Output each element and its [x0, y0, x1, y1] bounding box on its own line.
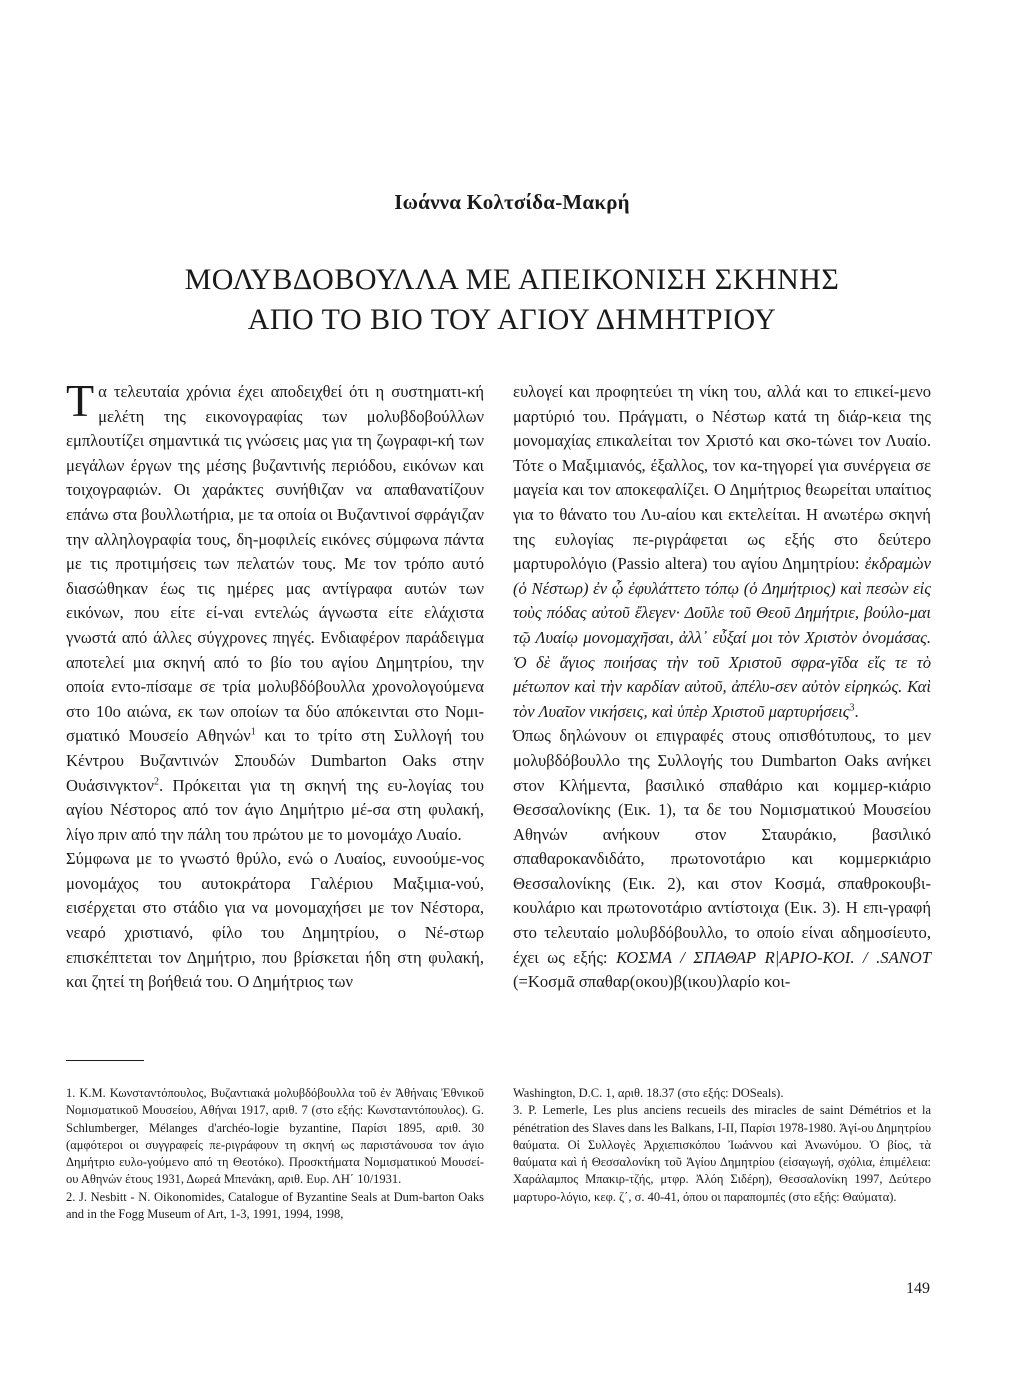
footnote-ref[interactable]: 2 — [153, 775, 159, 787]
paragraph: Σύμφωνα με το γνωστό θρύλο, ενώ ο Λυαίος, ευνοούμε-νος μονομάχος του αυτοκράτορα Γαλέριου Μαξιμια-νού, εισέρχεται στο στάδιο για να μονομαχήσει με τον Νέστορα, νεαρό χριστιανό, φίλο του Δημητρίου, ο Νέ-στωρ επισκέπτεται τον Δημήτριο, που βρίσκεται ήδη στη φυλακή, και ζητεί τη βοήθειά του. Ο Δημήτριος των — [66, 849, 484, 992]
greek-quotation: ἐκδραμὼν (ὁ Νέστωρ) ἐν ᾧ ἐφυλάττετο τόπῳ (ὁ Δημήτριος) καὶ πεσὼν εἰς τοὺς πόδας αὐτοῦ ἔλεγεν· Δοῦλε τοῦ Θεοῦ Δημήτριε, βούλο-μαι τῷ Λυαίῳ μονομαχῆσαι, ἀλλ᾿ εὖξαί μοι τὸν Χριστὸν ὀνομάσας. Ὁ δὲ ἅγιος ποιήσας τὴν τοῦ Χριστοῦ σφρα-γῖδα εἴς τε τὸ μέτωπον καὶ τὴν καρδίαν αὐτοῦ, ἀπέλυ-σεν αὐτὸν εἰρηκώς. Καὶ τὸν Λυαῖον νικήσεις, καὶ ὑπὲρ Χριστοῦ μαρτυρήσεις — [513, 554, 931, 721]
paragraph-text: και το τρίτο στη Συλλογή του Κέντρου Βυζαντινών Σπουδών Dumbarton Oaks στην Ουάσινγκτον — [66, 726, 484, 795]
article-title — [0, 260, 1024, 340]
paragraph — [66, 375, 484, 847]
title-line-1: ΜΟΛΥΒΔΟΒΟΥΛΛΑ ΜΕ ΑΠΕΙΚΟΝΙΣΗ ΣΚΗΝΗΣ — [184, 263, 840, 296]
footnote-divider — [66, 1060, 144, 1061]
paragraph-text: (=Κοσμᾶ σπαθαρ(οκου)β(ικου)λαρίο κοι- — [513, 972, 791, 992]
paragraph — [513, 724, 931, 995]
footnote-ref[interactable]: 1 — [250, 726, 256, 738]
paragraph — [513, 380, 931, 724]
body-column-left — [66, 375, 484, 995]
footnote: 2. J. Nesbitt - N. Oikonomides, Catalogue of Byzantine Seals at Dum-barton Oaks and in the Fogg Museum of Art, 1-3, 1991, 1994, 1998, — [66, 1189, 484, 1222]
paragraph-text: Όπως δηλώνουν οι επιγραφές στους οπισθότυπους, το μεν μολυβδόβουλλο της Συλλογής του Dumbarton Oaks ανήκει στον Κλήμεντα, βασιλικό σπαθάριο και κομμερ-κιάριο Θεσσαλονίκης (Εικ. 1), τα δε του Νομισματικού Μουσείου Αθηνών ανήκουν στον Σταυράκιο, βασιλικό σπαθαροκανδιδάτο, πρωτονοτάριο και κομμερκιάριο Θεσσαλονίκης (Εικ. 2), και στον Κοσμά, σπαθροκουβι-κουλάριο και πρωτονοτάριο αντίστοιχα (Εικ. 3). Η επι-γραφή στο τελευταίο μολυβδόβουλλο, το οποίο είναι αδημοσίευτο, έχει ως εξής: — [513, 726, 931, 967]
paragraph-text: ευλογεί και προφητεύει τη νίκη του, αλλά και το επικεί-μενο μαρτύριό του. Πράγματι, ο Νέστωρ κατά τη διάρ-κεια της μονομαχίας επικαλείται τον Χριστό και σκο-τώνει τον Λυαίο. Τότε ο Μαξιμιανός, έξαλλος, τον κα-τηγορεί για συνέργεια σε μαγεία και τον αποκεφαλίζει. Ο Δημήτριος θεωρείται υπαίτιος για το θάνατο του Λυ-αίου και εκτελείται. Η ανωτέρω σκηνή της ευλογίας πε-ριγράφεται ως εξής στο δεύτερο μαρτυρολόγιο (Passio altera) του αγίου Δημητρίου: — [513, 382, 931, 574]
footnotes-left — [66, 1085, 484, 1223]
footnote: Washington, D.C. 1, αριθ. 18.37 (στο εξής: DOSeals). — [513, 1086, 784, 1100]
page-number: 149 — [906, 1280, 930, 1297]
footnote: 3. P. Lemerle, Les plus anciens recueils des miracles de saint Démétrios et la pénétration des Slaves dans les Balkans, I-II, Παρίσι 1978-1980. Ἁγί-ου Δημητρίου θαύματα. Οἱ Συλλογὲς Ἀρχιεπισκόπου Ἰωάννου καὶ Ἀνωνύμου. Ὁ βίος, τὰ θαύματα καὶ ἡ Θεσσαλονίκη τοῦ Ἁγίου Δημητρίου (εἰσαγωγή, σχόλια, ἐπιμέλεια: Χαράλαμπος Μπακιρ-τζής, μτφρ. Ἀλόη Σιδέρη), Θεσσαλονίκη 1997, Δεύτερο μαρτυρο-λόγιο, κεφ. ζ΄, σ. 40-41, όπου οι παραπομπές (στο εξής: Θαύματα). — [513, 1103, 932, 1204]
drop-cap: Τ — [66, 375, 95, 426]
footnotes-right — [513, 1085, 931, 1206]
footnote-ref[interactable]: 3 — [849, 702, 855, 714]
paragraph-text: . Πρόκειται για τη σκηνή της ευ-λογίας του αγίου Νέστορος από τον άγιο Δημήτριο μέ-σα στη φυλακή, λίγο πριν από την πάλη του πρώτου με το μονομάχο Λυαίο. — [66, 775, 484, 844]
author-name: Ιωάννα Κολτσίδα-Μακρή — [394, 190, 630, 214]
body-column-right — [513, 380, 931, 995]
seal-inscription: ΚΟΣΜΑ / ΣΠΑΘΑΡ R|ΑΡΙΟ-ΚΟΙ. / .SANOT — [616, 947, 931, 967]
footnote: 1. Κ.Μ. Κωνσταντόπουλος, Βυζαντιακά μολυβδόβουλλα τοῦ ἐν Ἀθήναις Ἐθνικοῦ Νομισματικοῦ Μουσείου, Αθήναι 1917, αριθ. 7 (στο εξής: Κωνσταντόπουλος). G. Schlumberger, Mélanges d'archéo-logie byzantine, Παρίσι 1895, αριθ. 30 (αμφότεροι οι συγγραφείς πε-ριγράφουν τη σκηνή ως παριστάνουσα τον άγιο Δημήτριο ευλο-γούμενο από τη Θεοτόκο). Προσκτήματα Νομισματικού Μουσεί-ου Αθηνών έτους 1931, Δωρεά Μπενάκη, αριθ. Ευρ. ΛΗ΄ 10/1931. — [66, 1086, 484, 1187]
title-line-2: ΑΠΟ ΤΟ ΒΙΟ ΤΟΥ ΑΓΙΟΥ ΔΗΜΗΤΡΙΟΥ — [247, 303, 777, 336]
paragraph-text: . — [854, 701, 859, 721]
paragraph-text: α τελευταία χρόνια έχει αποδειχθεί ότι η συστηματι-κή μελέτη της εικονογραφίας των μολυβδοβούλλων εμπλουτίζει σημαντικά τις γνώσεις μας για τη ζωγραφι-κή των μεγάλων έργων της μέσης βυζαντινής περιόδου, εικόνων και τοιχογραφιών. Οι χαράκτες συνήθιζαν να απαθανατίζουν επάνω στα βουλλωτήρια, με τα οποία οι Βυζαντινοί σφράγιζαν την αλληλογραφία τους, δη-μοφιλείς εικόνες σύμφωνα πάντα με τις προτιμήσεις των πελατών τους. Με τον τρόπο αυτό διασώθηκαν έως τις ημέρες μας αντίγραφα αυτών των εικόνων, που είτε εί-ναι εντελώς άγνωστα είτε ελάχιστα γνωστά από άλλες σύγχρονες πηγές. Ενδιαφέρον παράδειγμα αποτελεί μια σκηνή από το βίο του αγίου Δημητρίου, την οποία εντο-πίσαμε σε τρία μολυβδόβουλλα χρονολογούμενα στο 10ο αιώνα, εκ των οποίων τα δύο απόκεινται στο Νομι-σματικό Μουσείο Αθηνών — [66, 382, 484, 746]
